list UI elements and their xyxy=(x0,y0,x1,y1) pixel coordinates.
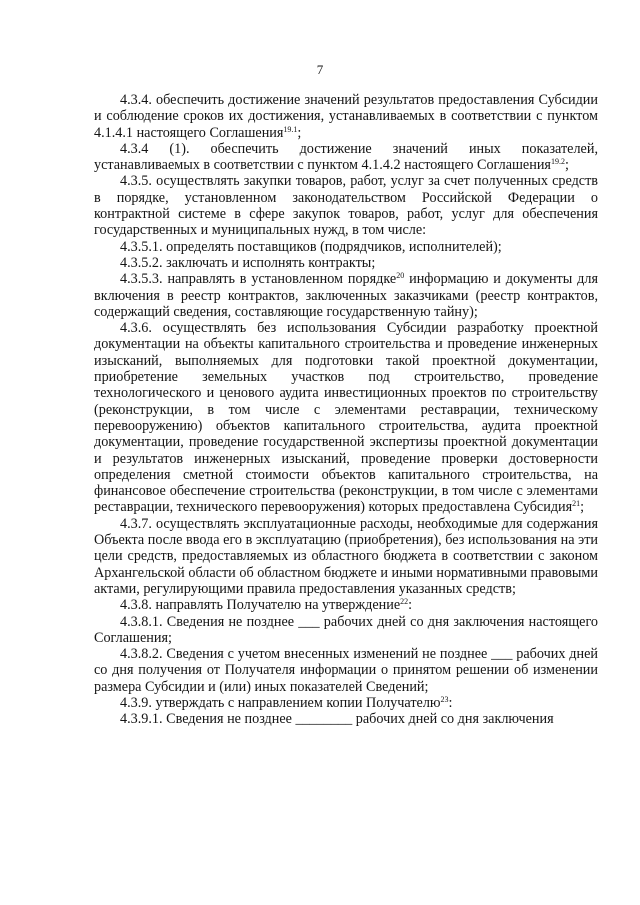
paragraph-text: 4.3.9. утверждать с направлением копии Получателю xyxy=(120,694,441,711)
paragraph-tail: информацию и документы для включения в реестр контрактов, заключенных заказчиками (реестр контрактов, содержащий сведения, составляющие государственную тайну); xyxy=(94,271,598,320)
paragraph-tail: ; xyxy=(580,499,585,516)
paragraph-text: 4.3.6. осуществлять без использования Субсидии разработку проектной документации на объекты капитального строительства и проведение инженерных изысканий, выполняемых для подготовки такой проектной документации, приобретение земельных участков под строительство, проведение технологического и ценового аудита инвестиционных проектов по строительству (реконструкции, в том числе с элементами реставрации, техническому перевооружению) объектов капитального строительства, аудита проектной документации, проведение государственной экспертизы проектной документации и результатов инженерных изысканий, проведение проверки достоверности определения сметной стоимости объектов капитального строительства, на финансовое обеспечение строительства (реконструкции, в том числе с элементами реставрации, технического перевооружения) которых предоставлена Субсидия xyxy=(94,320,598,516)
paragraph-4-3-9 xyxy=(94,695,598,711)
paragraph-4-3-5 xyxy=(94,173,598,238)
paragraph-text: 4.3.8.1. Сведения не позднее ___ рабочих дней со дня заключения настоящего Соглашения; xyxy=(94,613,598,646)
paragraph-tail: ; xyxy=(297,124,302,141)
paragraph-tail: ; xyxy=(564,157,569,174)
footnote-ref: 19.2 xyxy=(550,157,565,167)
paragraph-4-3-9-1 xyxy=(94,711,598,727)
paragraph-text: 4.3.5.3. направлять в установленном порядке xyxy=(120,271,397,288)
paragraph-text: 4.3.5. осуществлять закупки товаров, работ, услуг за счет полученных средств в порядке, установленном законодательством Российской Федерации о контрактной системе в сфере закупок товаров, работ, услуг для обеспечения государственных и муниципальных нужд, в том числе: xyxy=(94,173,598,239)
paragraph-4-3-5-2 xyxy=(94,255,598,271)
paragraph-4-3-5-3 xyxy=(94,271,598,320)
paragraph-text: 4.3.5.2. заключать и исполнять контракты; xyxy=(120,254,376,271)
paragraph-tail: : xyxy=(448,694,453,711)
footnote-ref: 19.1 xyxy=(283,124,298,134)
paragraph-text: 4.3.5.1. определять поставщиков (подрядчиков, исполнителей); xyxy=(120,238,502,255)
paragraph-text: 4.3.8. направлять Получателю на утверждение xyxy=(120,597,401,614)
footnote-ref: 20 xyxy=(396,271,405,281)
footnote-ref: 21 xyxy=(572,499,581,509)
footnote-ref: 22 xyxy=(400,597,409,607)
paragraph-4-3-4 xyxy=(94,92,598,141)
paragraph-4-3-8-1 xyxy=(94,614,598,647)
paragraph-4-3-8 xyxy=(94,597,598,613)
paragraph-text: 4.3.4 (1). обеспечить достижение значений иных показателей, устанавливаемых в соответствии с пунктом 4.1.4.2 настоящего Соглашения xyxy=(94,140,598,174)
paragraph-tail: : xyxy=(408,597,413,614)
document-body xyxy=(94,92,598,728)
page-number: 7 xyxy=(316,62,324,77)
paragraph-4-3-8-2 xyxy=(94,646,598,695)
paragraph-4-3-7 xyxy=(94,516,598,597)
paragraph-text: 4.3.4. обеспечить достижение значений результатов предоставления Субсидии и соблюдение сроков их достижения, устанавливаемых в соответствии с пунктом 4.1.4.1 настоящего Соглашения xyxy=(94,92,598,141)
paragraph-text: 4.3.8.2. Сведения с учетом внесенных изменений не позднее ___ рабочих дней со дня получения от Получателя информации о принятом решении об изменении размера Субсидии и (или) иных показателей Сведений; xyxy=(94,646,598,695)
paragraph-text: 4.3.9.1. Сведения не позднее ________ рабочих дней со дня заключения xyxy=(120,711,554,728)
footnote-ref: 23 xyxy=(440,694,449,704)
paragraph-text: 4.3.7. осуществлять эксплуатационные расходы, необходимые для содержания Объекта после ввода его в эксплуатацию (приобретения), без использования на эти цели средств, предоставляемых из областного бюджета в соответствии с законом Архангельской области об областном бюджете и иными нормативными правовыми актами, регулирующими правила предоставления указанных средств; xyxy=(94,515,598,597)
paragraph-4-3-6 xyxy=(94,320,598,516)
paragraph-4-3-5-1 xyxy=(94,239,598,255)
paragraph-4-3-4-1 xyxy=(94,141,598,174)
